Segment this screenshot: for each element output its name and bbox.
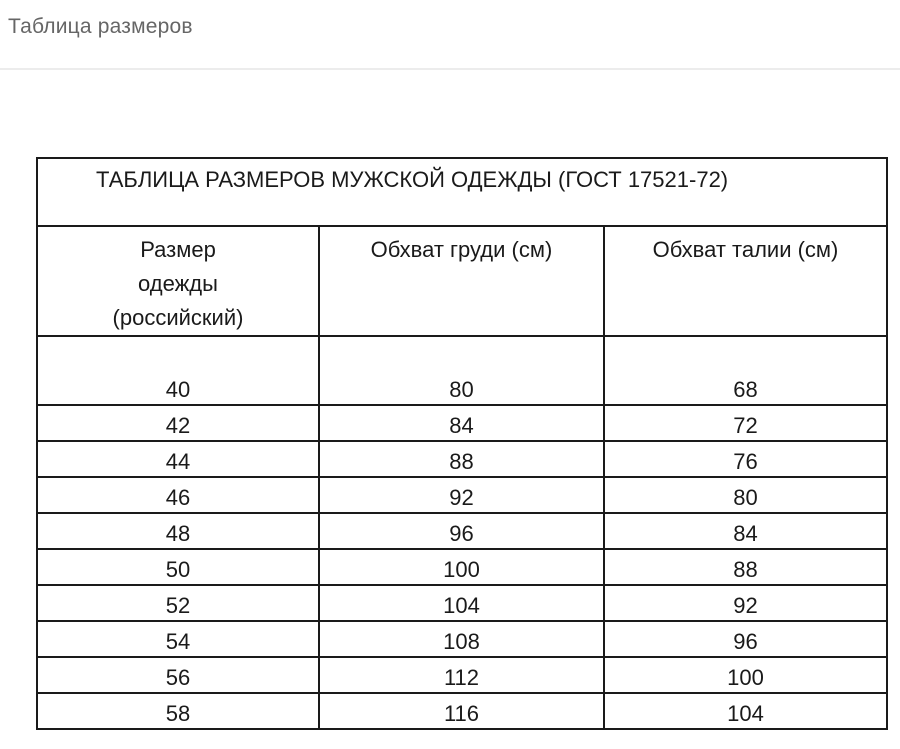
cell-size: 58: [37, 693, 319, 729]
cell-waist: 80: [604, 477, 887, 513]
cell-chest: 116: [319, 693, 604, 729]
cell-chest: 88: [319, 441, 604, 477]
table-row: [37, 657, 887, 693]
table-row: [37, 477, 887, 513]
cell-chest: 108: [319, 621, 604, 657]
table-row: [37, 336, 887, 405]
column-header-waist: [604, 226, 887, 336]
cell-chest: 112: [319, 657, 604, 693]
column-header-size: [37, 226, 319, 336]
table-row: [37, 513, 887, 549]
table-title: ТАБЛИЦА РАЗМЕРОВ МУЖСКОЙ ОДЕЖДЫ (ГОСТ 17521-72): [96, 167, 729, 192]
cell-waist: 72: [604, 405, 887, 441]
cell-waist: 96: [604, 621, 887, 657]
column-header-chest: [319, 226, 604, 336]
table-title-cell: [37, 158, 887, 226]
page-header: [0, 0, 900, 70]
cell-waist: 84: [604, 513, 887, 549]
cell-chest: 100: [319, 549, 604, 585]
cell-chest: 84: [319, 405, 604, 441]
column-header-waist-label: Обхват талии (см): [652, 237, 839, 262]
page-title: Таблица размеров: [8, 15, 193, 38]
column-header-chest-label: Обхват груди (см): [370, 237, 553, 262]
cell-waist: 104: [604, 693, 887, 729]
cell-chest: 80: [319, 336, 604, 405]
table-row: [37, 441, 887, 477]
cell-size: 42: [37, 405, 319, 441]
cell-waist: 92: [604, 585, 887, 621]
table-title-row: [37, 158, 887, 226]
table-row: [37, 585, 887, 621]
cell-size: 54: [37, 621, 319, 657]
cell-size: 52: [37, 585, 319, 621]
table-row: [37, 405, 887, 441]
cell-size: 40: [37, 336, 319, 405]
cell-chest: 92: [319, 477, 604, 513]
cell-waist: 88: [604, 549, 887, 585]
cell-size: 46: [37, 477, 319, 513]
table-row: [37, 621, 887, 657]
cell-size: 48: [37, 513, 319, 549]
cell-waist: 68: [604, 336, 887, 405]
table-header-row: [37, 226, 887, 336]
cell-chest: 104: [319, 585, 604, 621]
column-header-size-label: Размер одежды (российский): [112, 237, 244, 331]
table-row: [37, 693, 887, 729]
cell-size: 56: [37, 657, 319, 693]
table-row: [37, 549, 887, 585]
cell-waist: 100: [604, 657, 887, 693]
size-table: [36, 157, 888, 730]
cell-size: 44: [37, 441, 319, 477]
cell-waist: 76: [604, 441, 887, 477]
cell-size: 50: [37, 549, 319, 585]
cell-chest: 96: [319, 513, 604, 549]
